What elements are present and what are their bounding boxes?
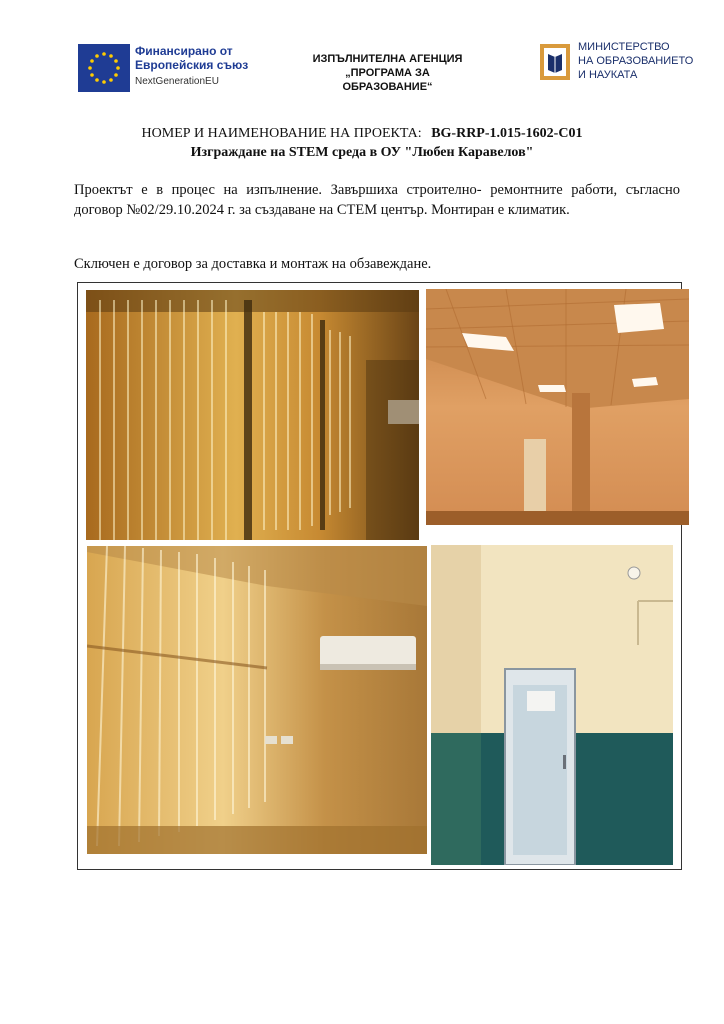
contract-paragraph: Сключен е договор за доставка и монтаж на обзавеждане. [74, 256, 432, 272]
project-code: BG-RRP-1.015-1602-C01 [431, 126, 583, 141]
project-title [40, 124, 684, 162]
book-emblem-icon [538, 40, 572, 84]
progress-paragraph: Проектът е в процес на изпълнение. Завършиха строително- ремонтните работи, съгласно договор №02/29.10.2024 г. за създаване на СТЕМ център. Монтиран е климатик. [74, 182, 680, 218]
ministry-logo [538, 40, 693, 84]
ministry-line3: И НАУКАТА [578, 69, 638, 81]
agency-line2: „ПРОГРАМА ЗА ОБРАЗОВАНИЕ“ [342, 67, 433, 93]
eu-logo-line2: Европейския съюз [135, 58, 249, 72]
classroom-window-blinds-photo [86, 290, 419, 540]
eu-flag-icon [78, 44, 130, 92]
project-name: Изграждане на STEM среда в ОУ "Любен Каравелов" [190, 145, 534, 160]
classroom-ceiling-lights-photo [426, 289, 689, 525]
eu-logo-line3: NextGenerationEU [135, 76, 219, 87]
project-title-label: НОМЕР И НАИМЕНОВАНИЕ НА ПРОЕКТА: [141, 126, 422, 141]
agency-heading [300, 52, 475, 94]
classroom-entrance-door-photo [431, 545, 673, 865]
ministry-line2: НА ОБРАЗОВАНИЕТО [578, 55, 694, 67]
ministry-line1: МИНИСТЕРСТВО [578, 41, 670, 53]
agency-line1: ИЗПЪЛНИТЕЛНА АГЕНЦИЯ [312, 53, 463, 65]
eu-funding-logo [78, 44, 248, 92]
eu-logo-line1: Финансирано от [135, 44, 233, 58]
classroom-air-conditioner-photo [87, 546, 427, 854]
